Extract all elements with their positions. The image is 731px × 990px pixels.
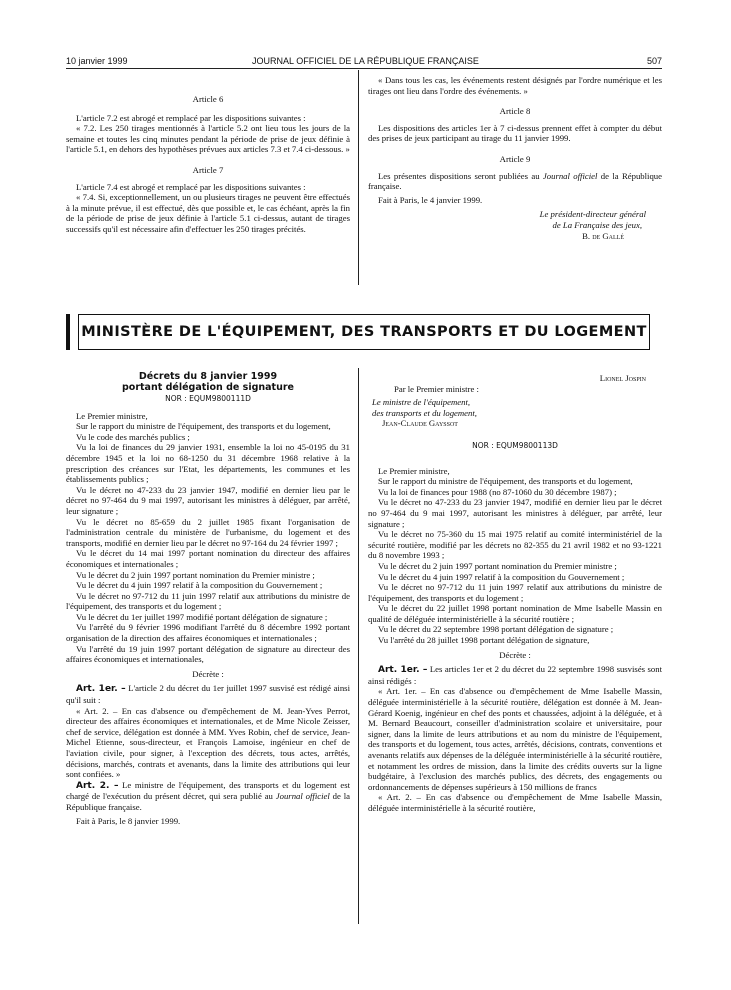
top-right-column [368,75,662,241]
consideration-paragraph: Sur le rapport du ministre de l'équipement, des transports et du logement, [76,421,331,432]
article-2-quote: « Art. 2. – En cas d'absence ou d'empêchement de Mme Isabelle Massin, déléguée interministérielle à la sécurité routière, [368,792,662,813]
signed-date: Fait à Paris, le 4 janvier 1999. [378,194,483,205]
header-title: JOURNAL OFFICIEL DE LA RÉPUBLIQUE FRANÇAISE [252,56,479,66]
article-6-title: Article 6 [192,94,224,104]
decree-considerations [368,466,662,646]
consideration-paragraph: Vu le décret no 47-233 du 23 janvier 1947, modifié en dernier lieu par le décret no 97-464 du 9 mai 1997, autorisant les ministres à déléguer, par arrêté, leur signature ; [66,484,350,516]
consideration-paragraph: Vu le décret du 2 juin 1997 portant nomination du Premier ministre ; [76,569,315,580]
consideration-paragraph: Vu le décret no 97-712 du 11 juin 1997 relatif aux attributions du ministre de l'équipement, des transports et du logement ; [368,582,662,603]
article-8-title: Article 8 [499,106,531,117]
decree-title-line2: portant délégation de signature [122,382,294,393]
bottom-left-column [66,371,350,826]
decrete-heading: Décrète : [499,649,531,660]
header-rule [66,68,662,69]
consideration-paragraph: Vu la loi de finances du 29 janvier 1931, ensemble la loi no 45-0195 du 31 décembre 1945 et la loi no 68-1250 du 31 décembre 1968 relative à la prescription des créances sur l'Etat, les départements, les communes et les établissements publics ; [66,442,350,485]
article-7-text: « 7.4. Si, exceptionnellement, un ou plusieurs tirages ne peuvent être effectués à la minute prévue, il est effectué, dès que possible et, le cas échéant, après la fin de la période de prise de jeux définie à l'article 5.1 ci-dessus, autant de tirages successifs qu'il est nécessaire afin d'effectuer les 250 tirages précités. [66,192,350,234]
article-2-paragraph: Art. 2. – Le ministre de l'équipement, des transports et du logement est chargé de l'exécution du présent décret, qui sera publié au Journal officiel de la République française. [66,779,350,812]
consideration-paragraph: Vu le décret du 1er juillet 1997 modifié portant délégation de signature ; [76,611,328,622]
consideration-paragraph: Vu le décret no 97-712 du 11 juin 1997 relatif aux attributions du ministre de l'équipement, des transports et du logement ; [66,590,350,612]
consideration-paragraph: Sur le rapport du ministre de l'équipement, des transports et du logement, [378,476,633,487]
consideration-paragraph: Vu le code des marchés publics ; [76,431,190,442]
ministry-heading-bar [66,314,70,350]
consideration-paragraph: Vu le décret du 2 juin 1997 portant nomination du Premier ministre ; [378,560,617,571]
minister-title-line2: des transports et du logement, [372,407,477,418]
consideration-paragraph: Vu l'arrêté du 28 juillet 1998 portant délégation de signature, [378,635,590,646]
consideration-paragraph: Vu le décret no 85-659 du 2 juillet 1985 fixant l'organisation de l'administration centrale du ministère de l'urbanisme, du logement et des transports, modifié en dernier lieu par le décret no 97-164 du 24 février 1997 ; [66,516,350,548]
consideration-paragraph: Vu la loi de finances pour 1988 (no 87-1060 du 30 décembre 1987) ; [378,486,617,497]
header-page-number: 507 [646,56,662,66]
article-1-paragraph: Art. 1er. – Les articles 1er et 2 du décret du 22 septembre 1998 susvisés sont ainsi rédigés : [368,664,662,686]
consideration-paragraph: Vu le décret du 22 septembre 1998 portant délégation de signature ; [378,624,614,635]
article-6-text: « 7.2. Les 250 tirages mentionnés à l'article 5.2 ont lieu tous les jours de la semaine et toutes les cinq minutes pendant la période de prise de jeux définie à l'article 5.1, en dehors des hypothèses prévues aux articles 7.3 et 7.4 ci-dessous. » [66,123,350,155]
consideration-paragraph: Vu l'arrêté du 9 février 1996 modifiant l'arrêté du 8 décembre 1992 portant organisation de la direction des affaires économiques et internationales ; [66,622,350,644]
consideration-paragraph: Vu l'arrêté du 19 juin 1997 portant délégation de signature au directeur des affaires économiques et internationales, [66,643,350,665]
nor-reference: NOR : EQUM9800111D [165,394,251,403]
article-7-intro: L'article 7.4 est abrogé et remplacé par les dispositions suivantes : [76,181,306,192]
ministry-heading: MINISTÈRE DE L'ÉQUIPEMENT, DES TRANSPORTS ET DU LOGEMENT [78,314,650,350]
consideration-paragraph: Vu le décret du 22 juillet 1998 portant nomination de Mme Isabelle Massin en qualité de déléguée interministérielle à la sécurité routière ; [368,603,662,624]
consideration-paragraph: Vu le décret du 4 juin 1997 relatif à la composition du Gouvernement ; [378,571,625,582]
top-left-column [66,94,350,235]
consideration-paragraph: Vu le décret no 75-360 du 15 mai 1975 relatif au comité interministériel de la sécurité routière, modifié par les décrets no 82-355 du 21 avril 1982 et no 93-1221 du 8 novembre 1993 ; [368,529,662,561]
decrete-heading: Décrète : [192,668,224,679]
signed-date: Fait à Paris, le 8 janvier 1999. [76,815,181,826]
decree-title-line1: Décrets du 8 janvier 1999 [138,371,278,382]
prime-minister-signature: Lionel Jospin [599,373,646,383]
article-9-title: Article 9 [499,153,531,164]
article-1-paragraph: Art. 1er. – L'article 2 du décret du 1er juillet 1997 susvisé est rédigé ainsi qu'il suit : [66,683,350,706]
signatory-title: Le président-directeur général [539,209,646,220]
article-6-intro: L'article 7.2 est abrogé et remplacé par les dispositions suivantes : [76,112,306,123]
consideration-paragraph: Vu le décret du 14 mai 1997 portant nomination du directeur des affaires économiques et internationales ; [66,548,350,569]
header-date: 10 janvier 1999 [66,56,128,66]
signatory-org: de La Française des jeux, [552,219,642,230]
column-separator-top [358,70,359,285]
column-separator-bottom [358,368,359,924]
article-7-title: Article 7 [192,164,224,175]
nor-reference: NOR : EQUM9800113D [472,440,558,450]
consideration-paragraph: Le Premier ministre, [76,410,148,421]
consideration-paragraph: Vu le décret no 47-233 du 23 janvier 1947, modifié en dernier lieu par le décret no 97-464 du 9 mai 1997, autorisant les ministres à déléguer, par arrêté, leur signature ; [368,497,662,529]
minister-name: Jean-Claude Gayssot [382,418,458,429]
by-prime-minister: Par le Premier ministre : [394,383,479,394]
consideration-paragraph: Le Premier ministre, [378,465,450,476]
continued-text: « Dans tous les cas, les événements restent désignés par l'ordre numérique et les tirages ont lieu dans l'ordre des événements. » [368,75,662,96]
decree-considerations [66,411,350,665]
article-1-quote: « Art. 1er. – En cas d'absence ou d'empêchement de Mme Isabelle Massin, déléguée interministérielle à la sécurité routière, délégation est donnée à M. Jean-Gérard Koenig, ingénieur en chef des ponts et chaussées, adjoint à la déléguée, et à M. Bernard Beaucourt, conseiller d'administration scolaire et universitaire, pour signer, dans la limite de leurs attributions et au nom du ministre de l'équipement, des transports et du logement, tous actes, arrêtés, décisions, contrats, conventions et avenants relatifs aux dépenses de la déléguée interministérielle à la sécurité routière, et notamment les ordres de mission, dans la limite des crédits ouverts sur la ligne budgétaire, à l'exclusion des marchés publics, des décrets, des engagements ou ordonnancements de dépenses supérieurs à 150 millions de francs [368,686,662,792]
signatory-name: B. de Gallé [582,230,624,241]
bottom-right-column [368,373,662,814]
article-8-text: Les dispositions des articles 1er à 7 ci-dessus prennent effet à compter du début des prises de jeux participant au tirage du 11 janvier 1999. [368,122,662,144]
consideration-paragraph: Vu le décret du 4 juin 1997 relatif à la composition du Gouvernement ; [76,580,323,591]
minister-title-line1: Le ministre de l'équipement, [372,397,471,408]
article-2-quote: « Art. 2. – En cas d'absence ou d'empêchement de M. Jean-Yves Perrot, directeur des affaires économiques et internationales, et de Mme Nicole Zeisser, chef de service, délégation est donnée à MM. Yves Robin, chef de service, Jean-Michel Etienne, sous-directeur, et François Lamoise, ingénieur en chef de l'aviation civile, pour signer, à l'exception des décrets, tous actes, arrêtés, décisions, marchés, contrats et avenants, dans la limite des attributions qui leur sont confiées. » [66,705,350,780]
article-9-text: Les présentes dispositions seront publiées au Journal officiel de la République française. [368,170,663,192]
